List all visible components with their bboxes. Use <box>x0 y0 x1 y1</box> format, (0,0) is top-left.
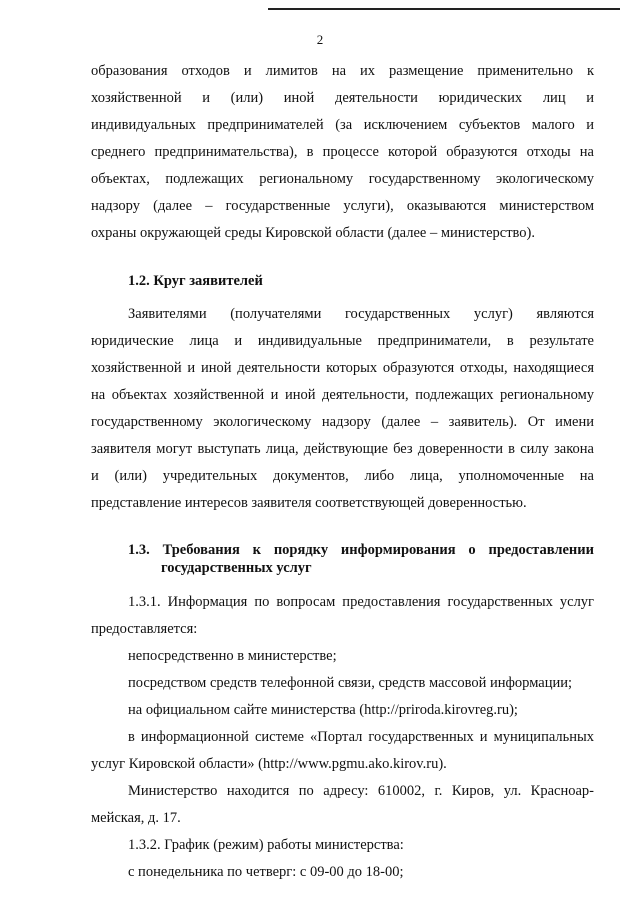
text-line: с понедельника по четверг: с 09-00 до 18-00; <box>128 864 404 880</box>
text-line: охраны окружающей среды Кировской области (далее – министерство). <box>91 225 535 241</box>
text-line: среднего предпринимательства), в процессе которой образуются отходы на <box>91 144 594 160</box>
text-line: хозяйственной и иной деятельности которых образуются отходы, находящиеся <box>91 360 594 376</box>
text-line: 1.3.1. Информация по вопросам предоставления государственных услуг <box>128 594 594 610</box>
text-line: хозяйственной и (или) иной деятельности юридических лиц и <box>91 90 594 106</box>
text-line: представление интересов заявителя соответствующей доверенностью. <box>91 495 527 511</box>
section-heading-1-2: 1.2. Круг заявителей <box>128 273 263 289</box>
text-line: услуг Кировской области» (http://www.pgmu.ako.kirov.ru). <box>91 756 447 772</box>
text-line: объектах, подлежащих региональному государственному экологическому <box>91 171 594 187</box>
top-rule <box>268 8 620 10</box>
list-item: непосредственно в министерстве; <box>128 648 337 664</box>
text-line: юридические лица и индивидуальные предприниматели, в результате <box>91 333 594 349</box>
text-line: Министерство находится по адресу: 610002, г. Киров, ул. Красноар- <box>128 783 594 799</box>
list-item: посредством средств телефонной связи, средств массовой информации; <box>128 675 573 691</box>
text-line: 1.3.2. График (режим) работы министерства: <box>128 837 404 853</box>
heading-line: государственных услуг <box>161 560 312 576</box>
text-line: заявителя могут выступать лица, действующие без доверенности в силу закона <box>91 441 594 457</box>
text-line: и (или) учредительных документов, либо лица, уполномоченные на <box>91 468 594 484</box>
text-line: на объектах хозяйственной и иной деятельности, подлежащих региональному <box>91 387 594 403</box>
text-line: предоставляется: <box>91 621 198 637</box>
text-line: в информационной системе «Портал государственных и муниципальных <box>128 729 594 745</box>
text-line: индивидуальных предпринимателей (за исключением субъектов малого и <box>91 117 594 133</box>
text-line: надзору (далее – государственные услуги), оказываются министерством <box>91 198 594 214</box>
text-line: государственному экологическому надзору (далее – заявитель). От имени <box>91 414 594 430</box>
page-number: 2 <box>316 32 324 47</box>
list-item: на официальном сайте министерства (http://priroda.kirovreg.ru); <box>128 702 518 718</box>
text-line: мейская, д. 17. <box>91 810 181 826</box>
text-line: Заявителями (получателями государственных услуг) являются <box>128 306 594 322</box>
text-line: образования отходов и лимитов на их размещение применительно к <box>91 63 594 79</box>
heading-line: 1.3. Требования к порядку информирования о предоставлении <box>128 542 594 558</box>
